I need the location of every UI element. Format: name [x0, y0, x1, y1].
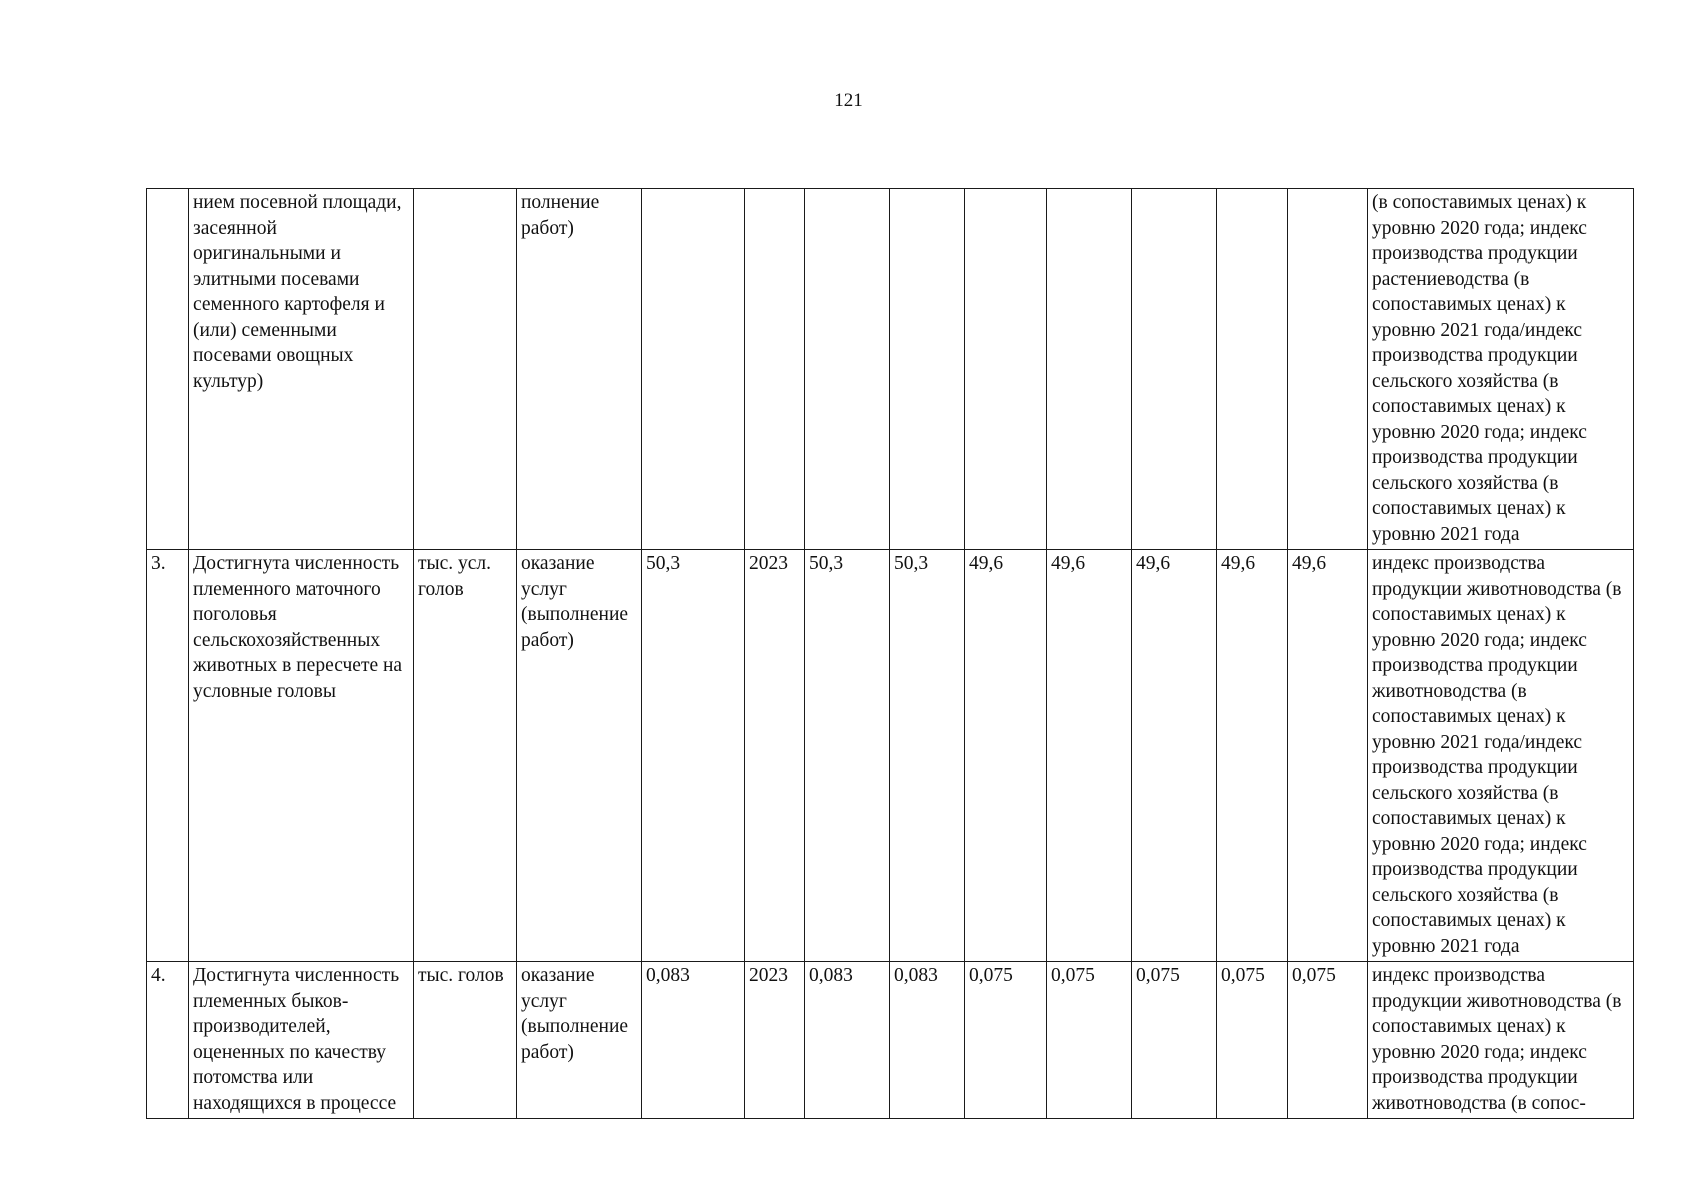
table-row [147, 962, 1634, 1119]
cell-value: 49,6 [1288, 550, 1368, 962]
results-table [146, 188, 1634, 1119]
table-row [147, 550, 1634, 962]
page-number: 121 [834, 90, 863, 111]
cell-value [1217, 189, 1288, 550]
cell-value: 49,6 [1132, 550, 1217, 962]
cell-value: 0,083 [805, 962, 890, 1119]
cell-value: 0,083 [890, 962, 965, 1119]
cell-value: 0,075 [1132, 962, 1217, 1119]
cell-value: 50,3 [805, 550, 890, 962]
cell-type: оказание услуг (выполнение работ) [517, 962, 642, 1119]
cell-unit [414, 189, 517, 550]
cell-value: 0,075 [1217, 962, 1288, 1119]
cell-base-value: 0,083 [642, 962, 745, 1119]
cell-name: Достигнута численность племенных быков-производителей, оцененных по качеству потомства или находящихся в процессе [189, 962, 414, 1119]
cell-type: оказание услуг (выполнение работ) [517, 550, 642, 962]
cell-base-value [642, 189, 745, 550]
cell-type: полнение работ) [517, 189, 642, 550]
cell-num: 3. [147, 550, 189, 962]
cell-unit: тыс. усл. голов [414, 550, 517, 962]
cell-unit: тыс. голов [414, 962, 517, 1119]
cell-indicator: (в сопоставимых ценах) к уровню 2020 года; индекс производства продукции растениеводства (в сопоставимых ценах) к уровню 2021 года/индекс производства продукции сельского хозяйства (в сопоставимых ценах) к уровню 2020 года; индекс производства продукции сельского хозяйства (в сопоставимых ценах) к уровню 2021 года [1368, 189, 1634, 550]
cell-num: 4. [147, 962, 189, 1119]
cell-value [1288, 189, 1368, 550]
cell-value [805, 189, 890, 550]
cell-base-year [745, 189, 805, 550]
cell-base-year: 2023 [745, 962, 805, 1119]
cell-base-year: 2023 [745, 550, 805, 962]
cell-value: 49,6 [1047, 550, 1132, 962]
cell-base-value: 50,3 [642, 550, 745, 962]
cell-name: нием посевной площади, засеянной оригинальными и элитными посевами семенного картофеля и (или) семенными посевами овощных культур) [189, 189, 414, 550]
cell-value: 49,6 [965, 550, 1047, 962]
cell-value: 0,075 [965, 962, 1047, 1119]
cell-value: 50,3 [890, 550, 965, 962]
cell-value: 49,6 [1217, 550, 1288, 962]
cell-value [965, 189, 1047, 550]
cell-indicator: индекс производства продукции животноводства (в сопоставимых ценах) к уровню 2020 года; индекс производства продукции животноводства (в сопос- [1368, 962, 1634, 1119]
cell-num [147, 189, 189, 550]
cell-indicator: индекс производства продукции животноводства (в сопоставимых ценах) к уровню 2020 года; индекс производства продукции животноводства (в сопоставимых ценах) к уровню 2021 года/индекс производства продукции сельского хозяйства (в сопоставимых ценах) к уровню 2020 года; индекс производства продукции сельского хозяйства (в сопоставимых ценах) к уровню 2021 года [1368, 550, 1634, 962]
cell-value [1047, 189, 1132, 550]
cell-value: 0,075 [1047, 962, 1132, 1119]
table-row [147, 189, 1634, 550]
cell-value [890, 189, 965, 550]
cell-name: Достигнута численность племенного маточного поголовья сельскохозяйственных животных в пересчете на условные головы [189, 550, 414, 962]
cell-value [1132, 189, 1217, 550]
cell-value: 0,075 [1288, 962, 1368, 1119]
